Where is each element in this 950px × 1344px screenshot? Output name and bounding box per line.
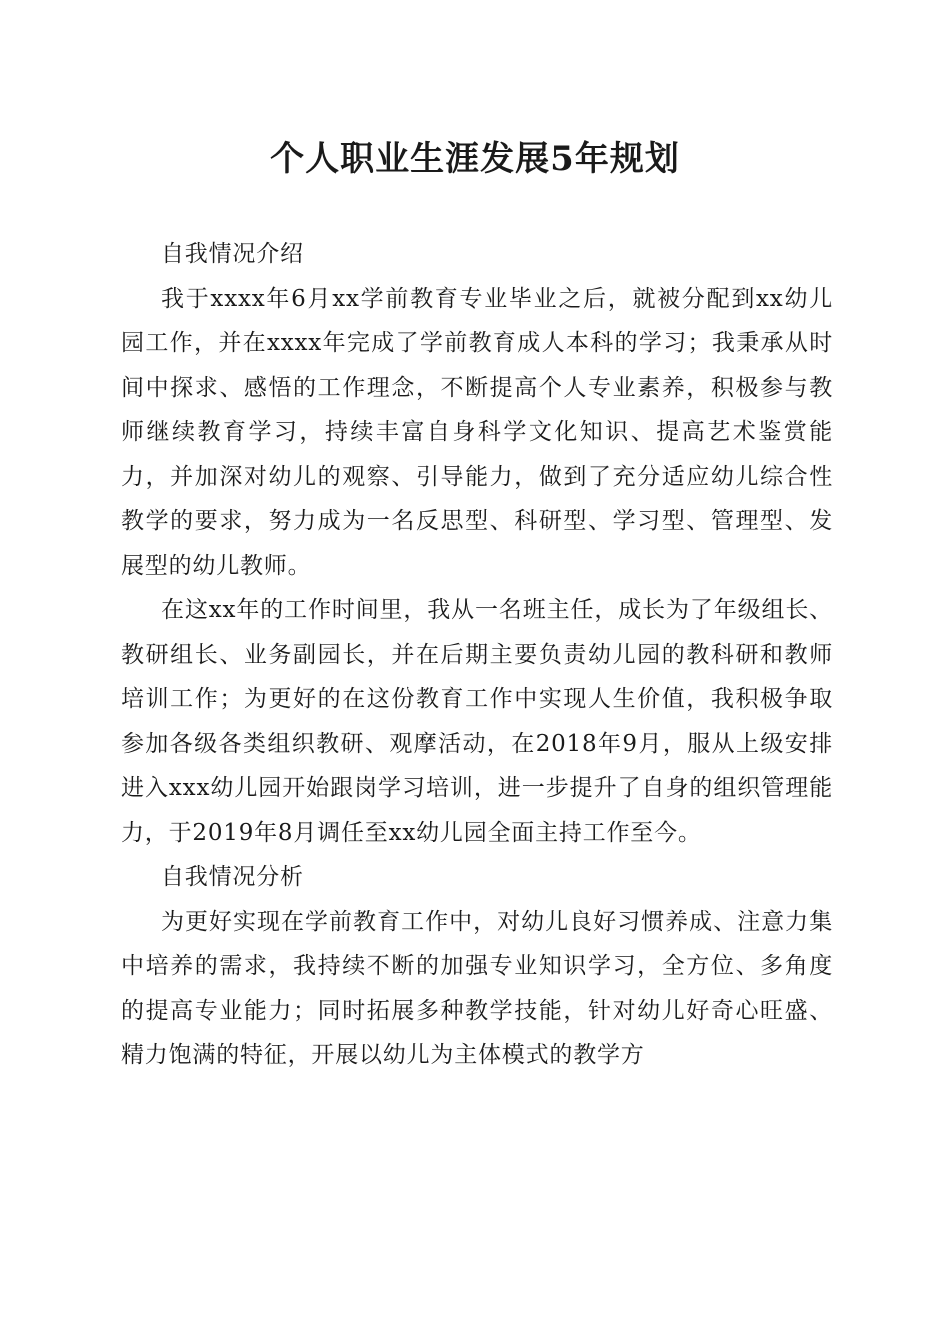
section-heading-self-introduction: 自我情况介绍	[161, 241, 304, 267]
section-heading-self-analysis: 自我情况分析	[161, 864, 304, 890]
paragraph-education-background: 我于xxxx年6月xx学前教育专业毕业之后，就被分配到xx幼儿园工作，并在xxxx年完成了学前教育成人本科的学习；我秉承从时间中探求、感悟的工作理念，不断提高个人专业素养，积极参与教师继续教育学习，持续丰富自身科学文化知识、提高艺术鉴赏能力，并加深对幼儿的观察、引导能力，做到了充分适应幼儿综合性教学的要求，努力成为一名反思型、科研型、学习型、管理型、发展型的幼儿教师。	[121, 285, 833, 579]
paragraph-self-analysis: 为更好实现在学前教育工作中，对幼儿良好习惯养成、注意力集中培养的需求，我持续不断的加强专业知识学习，全方位、多角度的提高专业能力；同时拓展多种教学技能，针对幼儿好奇心旺盛、精力饱满的特征，开展以幼儿为主体模式的教学方	[121, 908, 833, 1068]
document-title: 个人职业生涯发展5年规划	[270, 139, 680, 179]
document-body	[121, 232, 833, 1078]
paragraph-work-experience: 在这xx年的工作时间里，我从一名班主任，成长为了年级组长、教研组长、业务副园长，并在后期主要负责幼儿园的教科研和教师培训工作；为更好的在这份教育工作中实现人生价值，我积极争取参加各级各类组织教研、观摩活动，在2018年9月，服从上级安排进入xxx幼儿园开始跟岗学习培训，进一步提升了自身的组织管理能力，于2019年8月调任至xx幼儿园全面主持工作至今。	[121, 597, 833, 846]
